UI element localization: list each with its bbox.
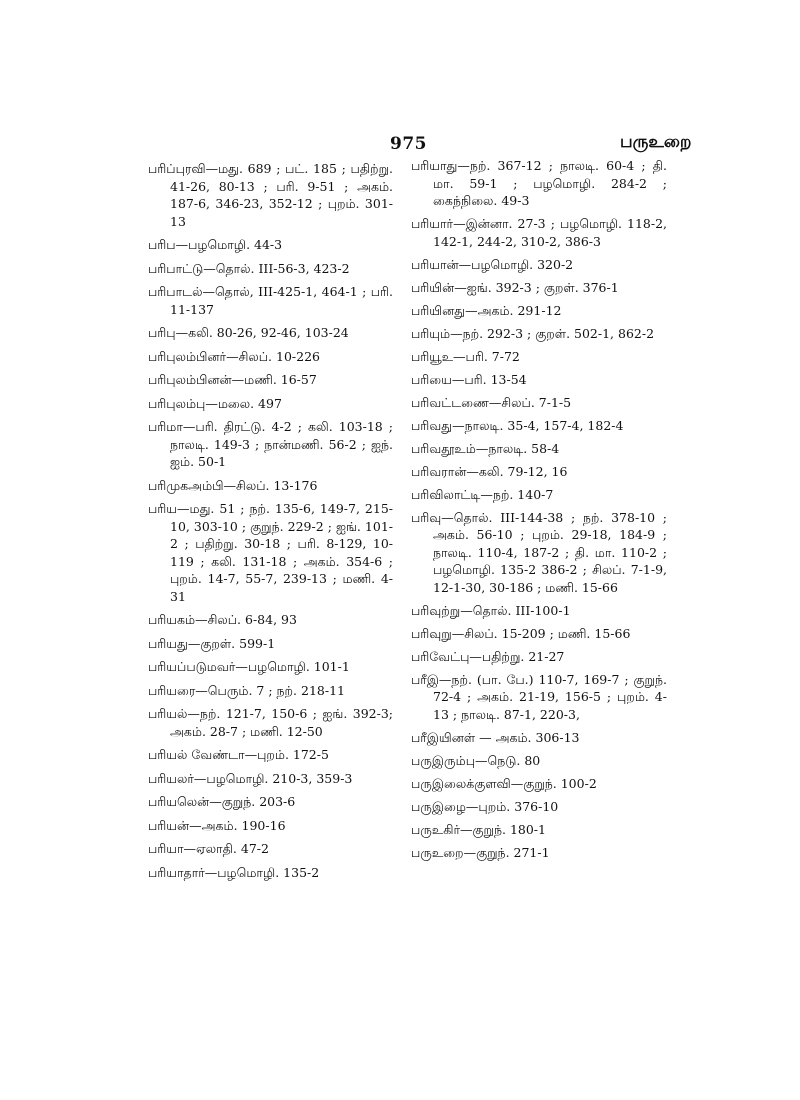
page-number: 975 [390, 134, 427, 154]
index-entry: பரிவுற்று—தொல். III-100-1 [411, 602, 571, 618]
index-entry: பரிப—பழமொழி. 44-3 [148, 237, 283, 252]
index-entry: பரிவரான்—கலி. 79-12, 16 [411, 463, 568, 479]
index-entry: பரியல் வேண்டா—புறம். 172-5 [148, 747, 329, 762]
index-entry: பருஉறை—குறுந். 271-1 [411, 844, 550, 860]
running-head: பருஉறை [620, 132, 692, 152]
index-entry: பருஇழை—புறம். 376-10 [411, 798, 559, 814]
index-entry: பரீஇ—நற். (பா. பே.) 110-7, 169-7 ; குறுந். 72-4 ; அகம். 21-19, 156-5 ; புறம். 4-13 ; நாலடி. 87-1, 220-3, [411, 671, 667, 722]
index-entry: பரியா—ஏலாதி. 47-2 [148, 841, 269, 856]
index-entry: பரியல்—நற். 121-7, 150-6 ; ஐங். 392-3; அகம். 28-7 ; மணி. 12-50 [148, 706, 393, 739]
index-column-left [148, 160, 393, 887]
index-entry: பரிபு—கலி. 80-26, 92-46, 103-24 [148, 325, 349, 340]
index-entry: பரியின்—ஐங். 392-3 ; குறள். 376-1 [411, 279, 619, 295]
index-entry: பரியார்—இன்னா. 27-3 ; பழமொழி. 118-2, 142-1, 244-2, 310-2, 386-3 [411, 216, 667, 249]
index-entry: பரிபுலம்பினன்—மணி. 16-57 [148, 372, 317, 387]
index-entry: பரியகம்—சிலப். 6-84, 93 [148, 612, 297, 627]
index-entry: பரிவதூஉம்—நாலடி. 58-4 [411, 440, 560, 456]
index-entry: பரிய—மது. 51 ; நற். 135-6, 149-7, 215-10, 303-10 ; குறுந். 229-2 ; ஐங். 101-2 ; பதிற்று. 30-18 ; பரி. 8-129, 10-119 ; கலி. 131-18 ; அகம். 354-6 ; புறம். 14-7, 55-7, 239-13 ; மணி. 4-31 [148, 501, 393, 604]
index-entry: பரியன்—அகம். 190-16 [148, 817, 286, 833]
index-entry: பரிபுலம்பு—மலை. 497 [148, 395, 282, 411]
index-entry: பரியினது—அகம். 291-12 [411, 302, 562, 318]
index-entry: பரிவிலாட்டி—நற். 140-7 [411, 486, 554, 502]
index-entry: பரிபாடல்—தொல், III-425-1, 464-1 ; பரி. 11-137 [148, 284, 393, 317]
index-entry: பரிவு—தொல். III-144-38 ; நற். 378-10 ; அகம். 56-10 ; புறம். 29-18, 184-9 ; நாலடி. 110-4, 187-2 ; தி. மா. 110-2 ; பழமொழி. 135-2 386-2 ; சிலப். 7-1-9, 12-1-30, 30-186 ; மணி. 15-66 [411, 509, 667, 595]
index-entry: பரிப்புரவி—மது. 689 ; பட். 185 ; பதிற்று. 41-26, 80-13 ; பரி. 9-51 ; அகம். 187-6, 346-23, 352-12 ; புறம். 301-13 [148, 161, 393, 229]
index-entry: பரிவேட்பு—பதிற்று. 21-27 [411, 648, 565, 664]
index-entry: பரியும்—நற். 292-3 ; குறள். 502-1, 862-2 [411, 325, 655, 341]
index-entry: பரியான்—பழமொழி. 320-2 [411, 256, 574, 272]
index-entry: பரியரை—பெரும். 7 ; நற். 218-11 [148, 682, 345, 698]
index-entry: பருஉகிர்—குறுந். 180-1 [411, 821, 546, 837]
index-column-right [411, 157, 667, 867]
index-entry: பருஇலைக்குளவி—குறுந். 100-2 [411, 775, 597, 791]
index-entry: பரியலர்—பழமொழி. 210-3, 359-3 [148, 770, 353, 786]
index-entry: பரிபாட்டு—தொல். III-56-3, 423-2 [148, 260, 350, 276]
index-entry: பரிமுகஅம்பி—சிலப். 13-176 [148, 477, 318, 493]
index-entry: பருஇரும்பு—நெடு. 80 [411, 752, 541, 768]
index-entry: பரியலென்—குறுந். 203-6 [148, 794, 296, 809]
index-entry: பரியப்படுமவர்—பழமொழி. 101-1 [148, 659, 350, 674]
index-entry: பரிமா—பரி. திரட்டு. 4-2 ; கலி. 103-18 ; நாலடி. 149-3 ; நான்மணி. 56-2 ; ஐந். ஐம். 50-1 [148, 419, 393, 469]
index-entry: பரியாதார்—பழமொழி. 135-2 [148, 864, 320, 880]
index-entry: பரியூஉ—பரி. 7-72 [411, 348, 520, 364]
index-entry: பரிவட்டணை—சிலப். 7-1-5 [411, 394, 572, 410]
index-entry: பரிவுறு—சிலப். 15-209 ; மணி. 15-66 [411, 625, 631, 641]
index-entry: பரீஇயினள் — அகம். 306-13 [411, 729, 580, 745]
index-entry: பரியது—குறள். 599-1 [148, 635, 276, 651]
index-entry: பரியை—பரி. 13-54 [411, 371, 527, 387]
index-entry: பரியாது—நற். 367-12 ; நாலடி. 60-4 ; தி. மா. 59-1 ; பழமொழி. 284-2 ; கைந்நிலை. 49-3 [411, 158, 667, 208]
index-entry: பரிவது—நாலடி. 35-4, 157-4, 182-4 [411, 417, 624, 433]
index-entry: பரிபுலம்பினர்—சிலப். 10-226 [148, 348, 320, 364]
